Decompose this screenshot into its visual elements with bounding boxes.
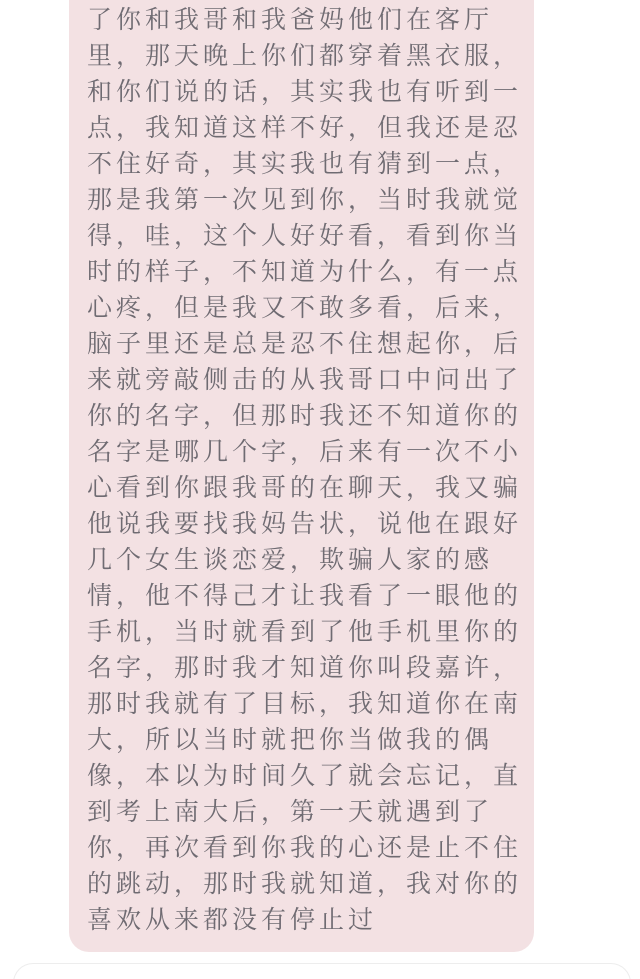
message-line: 手机，当时就看到了他手机里你的 [87, 617, 523, 646]
message-line: 你，再次看到你我的心还是止不住 [87, 833, 523, 862]
message-line: 他说我要找我妈告状，说他在跟好 [87, 509, 523, 538]
message-line: 像，本以为时间久了就会忘记，直 [87, 761, 523, 790]
message-line: 情，他不得己才让我看了一眼他的 [87, 581, 523, 610]
message-bubble [69, 0, 534, 952]
message-line: 和你们说的话，其实我也有听到一 [87, 77, 523, 106]
message-line: 脑子里还是总是忍不住想起你，后 [87, 329, 523, 358]
message-line: 那时我就有了目标，我知道你在南 [87, 689, 523, 718]
message-line: 名字是哪几个字，后来有一次不小 [87, 437, 523, 466]
message-line: 心看到你跟我哥的在聊天，我又骗 [87, 473, 523, 502]
message-line: 几个女生谈恋爱，欺骗人家的感 [87, 545, 494, 574]
message-line: 得，哇，这个人好好看，看到你当 [87, 221, 523, 250]
message-line: 那是我第一次见到你，当时我就觉 [87, 185, 523, 214]
message-line: 点，我知道这样不好，但我还是忍 [87, 113, 523, 142]
message-line: 到考上南大后，第一天就遇到了 [87, 797, 494, 826]
message-line: 不住好奇，其实我也有猜到一点， [87, 149, 523, 178]
message-line: 里，那天晚上你们都穿着黑衣服， [87, 41, 523, 70]
message-line: 名字，那时我才知道你叫段嘉许， [87, 653, 523, 682]
message-line: 你的名字，但那时我还不知道你的 [87, 401, 523, 430]
message-line: 大，所以当时就把你当做我的偶 [87, 725, 494, 754]
message-line: 来就旁敲侧击的从我哥口中问出了 [87, 365, 523, 394]
message-line: 心疼，但是我又不敢多看，后来， [87, 293, 523, 322]
message-line: 时的样子，不知道为什么，有一点 [87, 257, 523, 286]
message-line: 了你和我哥和我爸妈他们在客厅 [87, 5, 494, 34]
message-line: 喜欢从来都没有停止过 [87, 905, 378, 934]
next-message-card [13, 963, 631, 979]
message-line: 的跳动，那时我就知道，我对你的 [87, 869, 523, 898]
